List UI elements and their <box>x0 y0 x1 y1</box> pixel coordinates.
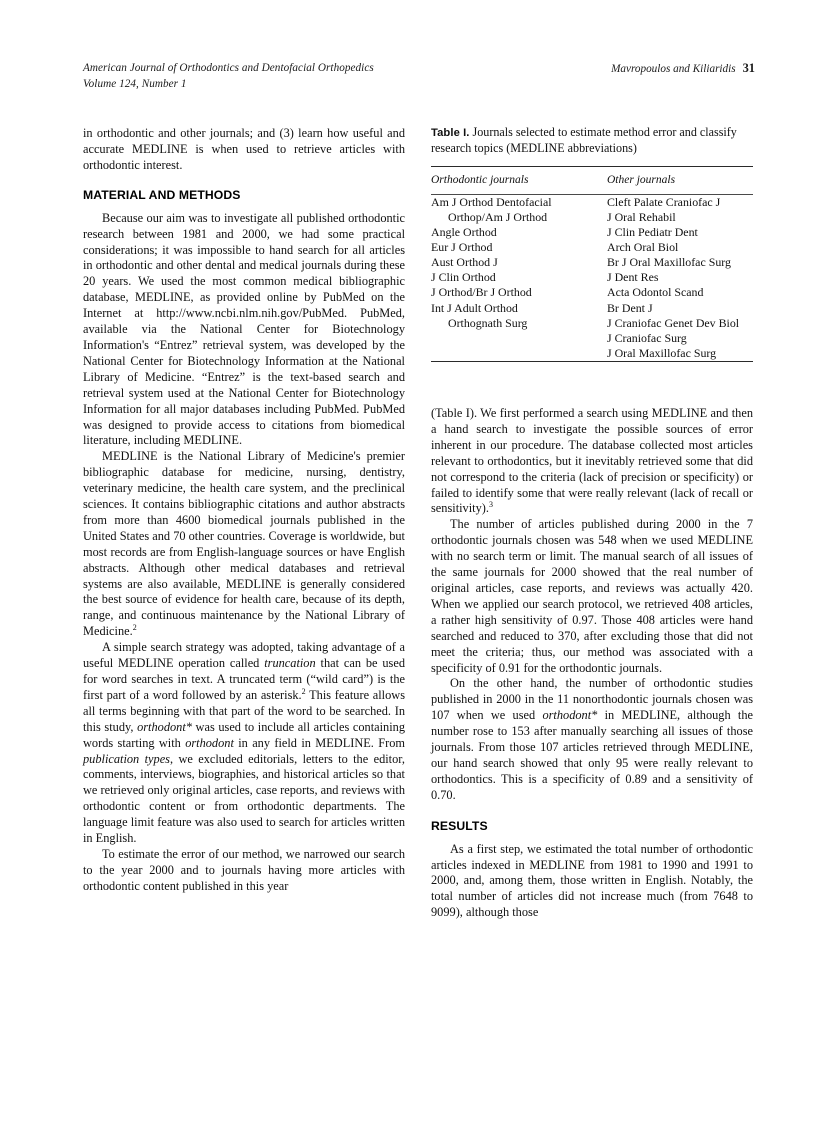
paragraph-methods-2 <box>83 449 405 640</box>
running-head-journal <box>83 60 374 92</box>
column-header-orthodontic-journals: Orthodontic journals <box>431 173 529 186</box>
pubmed-url: http://www.ncbi.nlm.nih.gov/PubMed. <box>156 306 348 321</box>
journal-name: J Clin Orthod <box>431 270 496 285</box>
medline-description: MEDLINE is the National Library of Medicine's premier bibliographic database for medicine, nursing, dentistry, veterinary medicine, the health care system, and the preclinical sciences. It contains bibliographic citations and author abstracts from more than 4600 biomedical journals published in the United States and 70 other countries. Coverage is worldwide, but most records are from English-language sources or have English abstracts. Although other medical databases and retrieval systems are also available, MEDLINE is generally considered the best source of evidence for health care, because of its depth, range, and continuous maintenance by the National Library of Medicine. <box>83 449 405 639</box>
methods-text-b: PubMed, available via the National Center for Biotechnology Information's “Entrez” retrieval system, was developed by the National Center for Biotechnology Information at the National Library of Medicine. “Entrez” is the text-based search and retrieval system used at the National Center for Biotechnology Information for all major databases including PubMed. PubMed was designed to provide access to citations from biomedical literature, including MEDLINE. <box>83 306 405 448</box>
journal-name: Br Dent J <box>607 300 653 315</box>
volume-issue: Volume 124, Number 1 <box>83 78 187 90</box>
column-header-other-journals: Other journals <box>607 173 676 186</box>
journals-table <box>431 167 753 194</box>
journal-name: Aust Orthod J <box>431 255 498 270</box>
cell-other-journals <box>607 195 753 361</box>
paragraph-methods-4: To estimate the error of our method, we narrowed our search to the year 2000 and to journals having more articles with orthodontic content published in this year <box>83 846 405 893</box>
journal-title: American Journal of Orthodontics and Dentofacial Orthopedics <box>83 62 374 74</box>
journal-name: Int J Adult Orthod <box>431 300 518 315</box>
journal-name: Arch Oral Biol <box>607 240 679 255</box>
table-header-row <box>431 167 753 194</box>
paragraph-methods-1 <box>83 211 405 450</box>
journal-name: J Oral Rehabil <box>607 210 676 224</box>
section-heading-results: RESULTS <box>431 818 488 833</box>
table-caption-text: Journals selected to estimate method error and classify research topics (MEDLINE abbreviations) <box>431 125 737 156</box>
reference-marker: 2 <box>132 623 137 633</box>
term-truncation: truncation <box>264 656 316 671</box>
author-names: Mavropoulos and Kiliaridis <box>611 63 736 75</box>
table-label: Table I. <box>431 127 470 139</box>
term-orthodont-wildcard: orthodont* <box>137 719 192 734</box>
paragraph-orthodontic-counts: The number of articles published during 2000 in the 7 orthodontic journals chosen was 548 when we used MEDLINE with no search term or limit. The manual search of all issues of the same journals for 2000 showed that the real number of original articles, case reports, and reviews was actually 420. When we applied our search protocol, we retrieved 408 articles, a rather high sensitivity of 0.97. Those 408 articles were hand searched and reduced to 370, after excluding those that did not meet the criteria; thus, our method was associated with a specificity of 0.91 for the orthodontic journals. <box>431 517 753 675</box>
table-head <box>431 167 753 194</box>
paragraph-methods-3: A simple search strategy was adopted, taking advantage of a useful MEDLINE operation called truncation that can be used for word searches in text. A truncated term (“wild card”) is the first part of a word followed by an asterisk.$^2$ This feature allows all terms beginning with that part of the word to be searched. In this study, orthodont* was used to include all articles containing words starting with orthodont in any field in MEDLINE. From publication types, we excluded editorials, letters to the editor, comments, interviews, biographies, and historical articles so that we retrieved only original articles, case reports, and reviews with orthodontic content or from orthodontic departments. The language limit feature was also used to search for articles written in English. <box>83 640 405 846</box>
journal-name: Orthop/Am J Orthod <box>448 210 548 224</box>
paragraph-results-intro: (Table I). We first performed a search using MEDLINE and then a hand search to investigate the possible sources of error inherent in our procedure. The database collected most articles relevant to orthodontics, but it inevitably retrieved some that did not correspond to the criteria (lack of precision or specificity) or failed to identify some that were really relevant (lack of recall or sensitivity).$^3$ <box>431 406 753 516</box>
journal-name: J Dent Res <box>607 270 659 285</box>
journal-name: Eur J Orthod <box>431 240 493 255</box>
journal-name: Am J Orthod Dentofacial <box>431 194 552 209</box>
section-heading-material-and-methods: MATERIAL AND METHODS <box>83 187 241 202</box>
other-journals-list <box>607 195 753 361</box>
journal-name: J Orthod/Br J Orthod <box>431 285 532 300</box>
reference-marker: 3 <box>488 500 493 510</box>
page-number: 31 <box>742 61 755 75</box>
term-publication-types: publication types <box>83 751 170 766</box>
journal-name: Angle Orthod <box>431 225 497 240</box>
term-orthodont: orthodont <box>185 735 234 750</box>
term-orthodont-wildcard: orthodont* <box>542 708 598 723</box>
right-text-column <box>431 406 753 921</box>
journal-name: J Clin Pediatr Dent <box>607 225 698 240</box>
orthodontic-journals-list <box>431 195 607 331</box>
journal-name: Orthognath Surg <box>448 315 528 330</box>
methods-text-a: Because our aim was to investigate all published orthodontic research between 1981 and 2000, we had some practical considerations; it was impossible to hand search for all articles in orthodontic and other dental and medical journals during these 20 years. We used the most common medical bibliographic database, MEDLINE, as provided online by PubMed on the Internet at <box>83 210 405 321</box>
journal-name: Cleft Palate Craniofac J <box>607 194 721 209</box>
table-caption <box>431 125 753 157</box>
table-journals <box>431 125 753 362</box>
paragraph-results-1: As a first step, we estimated the total number of orthodontic articles indexed in MEDLINE from 1981 to 1990 and 1991 to 2000, and, among them, those written in English. Notably, the total number of articles did not increase much (from 7648 to 9099), although those <box>431 841 753 920</box>
running-head-authors <box>611 60 755 77</box>
table-bottom-rule <box>431 361 753 362</box>
journals-table-body <box>431 195 753 361</box>
journal-name: J Oral Maxillofac Surg <box>607 345 717 360</box>
left-text-column <box>83 126 405 895</box>
cell-orthodontic-journals <box>431 195 607 361</box>
reference-marker: 2 <box>301 686 306 696</box>
journal-name: Acta Odontol Scand <box>607 285 704 300</box>
journal-name: J Craniofac Genet Dev Biol <box>607 315 740 330</box>
paragraph-continuation: in orthodontic and other journals; and (3) learn how useful and accurate MEDLINE is when used to retrieve articles with orthodontic interest. <box>83 126 405 172</box>
table-row <box>431 195 753 361</box>
journal-name: Br J Oral Maxillofac Surg <box>607 255 731 270</box>
journal-name: J Craniofac Surg <box>607 330 687 345</box>
table-body <box>431 195 753 361</box>
paragraph-nonorthodontic-counts: On the other hand, the number of orthodontic studies published in 2000 in the 11 nonorthodontic journals chosen was 107 when we used orthodont* in MEDLINE, although the number rose to 153 after manually searching all issues of those journals. From those 107 articles retrieved through MEDLINE, our hand search showed that only 95 were really relevant to orthodontics. This is a specificity of 0.89 and a sensitivity of 0.70. <box>431 676 753 802</box>
running-head <box>83 60 755 94</box>
